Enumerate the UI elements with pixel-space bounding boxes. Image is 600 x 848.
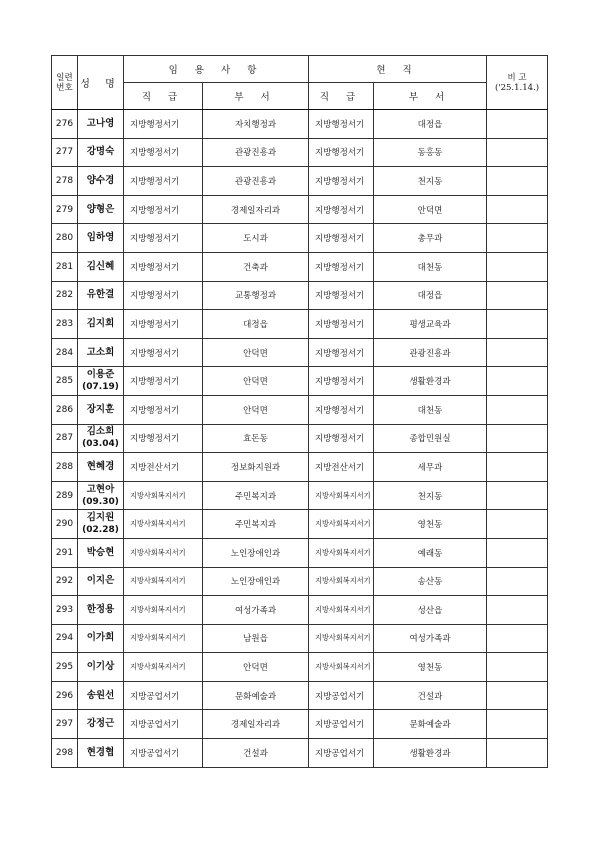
person-name-text: 송원선 — [86, 689, 115, 701]
person-name-text: 이가희 — [86, 632, 115, 644]
note-cell — [487, 252, 548, 281]
current-rank: 지방행정서기 — [309, 167, 374, 196]
current-dept: 송산동 — [374, 567, 487, 596]
note-cell — [487, 424, 548, 453]
appointment-rank: 지방전산서기 — [124, 453, 203, 482]
appointment-rank: 지방행정서기 — [124, 395, 203, 424]
appointment-dept: 효돈동 — [203, 424, 309, 453]
current-rank: 지방행정서기 — [309, 367, 374, 396]
person-name — [78, 310, 124, 339]
person-name — [78, 338, 124, 367]
current-rank-header: 직 급 — [309, 83, 374, 110]
current-rank: 지방사회복지서기 — [309, 481, 374, 510]
person-name-text: 박승현 — [86, 546, 115, 558]
person-name — [78, 252, 124, 281]
note-cell — [487, 167, 548, 196]
current-dept: 생활환경과 — [374, 367, 487, 396]
serial-number: 289 — [52, 481, 78, 510]
appointment-rank: 지방사회복지서기 — [124, 538, 203, 567]
person-name — [78, 481, 124, 510]
person-name-date: (07.19) — [82, 382, 119, 393]
current-dept: 총무과 — [374, 224, 487, 253]
person-name — [78, 367, 124, 396]
table-row — [52, 395, 548, 424]
table-row — [52, 224, 548, 253]
current-rank: 지방사회복지서기 — [309, 624, 374, 653]
person-name-text: 장지훈 — [86, 403, 115, 415]
person-name-text: 강명숙 — [86, 146, 115, 158]
appointment-rank: 지방행정서기 — [124, 224, 203, 253]
serial-number: 278 — [52, 167, 78, 196]
current-rank: 지방공업서기 — [309, 739, 374, 768]
appointment-rank: 지방공업서기 — [124, 681, 203, 710]
current-rank: 지방행정서기 — [309, 424, 374, 453]
table-row — [52, 710, 548, 739]
current-rank: 지방행정서기 — [309, 252, 374, 281]
current-rank: 지방행정서기 — [309, 338, 374, 367]
serial-number: 279 — [52, 195, 78, 224]
current-dept: 대천동 — [374, 252, 487, 281]
person-name-text: 고나영 — [86, 117, 115, 129]
appointment-dept: 자치행정과 — [203, 110, 309, 139]
current-rank: 지방행정서기 — [309, 281, 374, 310]
person-name — [78, 567, 124, 596]
appointment-dept: 교통행정과 — [203, 281, 309, 310]
current-dept: 동홍동 — [374, 138, 487, 167]
current-dept-header: 부 서 — [374, 83, 487, 110]
person-name-text: 현혜경 — [86, 460, 115, 472]
serial-number: 285 — [52, 367, 78, 396]
note-cell — [487, 710, 548, 739]
current-rank: 지방사회복지서기 — [309, 596, 374, 625]
appointment-dept: 대정읍 — [203, 310, 309, 339]
table-row — [52, 510, 548, 539]
serial-number: 290 — [52, 510, 78, 539]
serial-number: 281 — [52, 252, 78, 281]
note-cell — [487, 338, 548, 367]
appointment-dept: 건설과 — [203, 739, 309, 768]
current-position-group-header: 현 직 — [309, 56, 487, 83]
serial-number: 294 — [52, 624, 78, 653]
current-rank: 지방행정서기 — [309, 395, 374, 424]
person-name — [78, 596, 124, 625]
appointment-rank: 지방행정서기 — [124, 281, 203, 310]
note-cell — [487, 310, 548, 339]
table-row — [52, 739, 548, 768]
current-rank: 지방공업서기 — [309, 681, 374, 710]
note-cell — [487, 538, 548, 567]
person-name — [78, 710, 124, 739]
person-name — [78, 281, 124, 310]
appointment-dept: 남원읍 — [203, 624, 309, 653]
person-name-text: 강정근 — [86, 718, 115, 730]
current-dept: 여성가족과 — [374, 624, 487, 653]
note-cell — [487, 453, 548, 482]
note-cell — [487, 567, 548, 596]
appointment-dept: 경제일자리과 — [203, 710, 309, 739]
table-row — [52, 567, 548, 596]
table-row — [52, 138, 548, 167]
person-name — [78, 424, 124, 453]
serial-number: 295 — [52, 653, 78, 682]
person-name-text: 고현아 — [86, 483, 115, 495]
note-cell — [487, 110, 548, 139]
serial-number: 297 — [52, 710, 78, 739]
table-row — [52, 538, 548, 567]
note-header-date: ('25.1.14.) — [494, 82, 540, 93]
current-rank: 지방행정서기 — [309, 195, 374, 224]
person-name — [78, 224, 124, 253]
appointment-rank: 지방공업서기 — [124, 739, 203, 768]
appointment-dept: 주민복지과 — [203, 481, 309, 510]
current-dept: 안덕면 — [374, 195, 487, 224]
person-name — [78, 395, 124, 424]
appointment-rank: 지방사회복지서기 — [124, 567, 203, 596]
current-dept: 종합민원실 — [374, 424, 487, 453]
appointment-rank: 지방행정서기 — [124, 252, 203, 281]
appointment-rank: 지방사회복지서기 — [124, 596, 203, 625]
serial-number: 282 — [52, 281, 78, 310]
appointment-group-header: 임 용 사 항 — [124, 56, 309, 83]
current-dept: 대정읍 — [374, 110, 487, 139]
serial-number: 280 — [52, 224, 78, 253]
person-name-text: 양형은 — [86, 203, 115, 215]
current-dept: 대천동 — [374, 395, 487, 424]
person-name — [78, 538, 124, 567]
appointment-rank: 지방사회복지서기 — [124, 481, 203, 510]
appointment-dept: 관광진흥과 — [203, 167, 309, 196]
appointment-dept: 관광진흥과 — [203, 138, 309, 167]
note-cell — [487, 281, 548, 310]
person-name-text: 현경협 — [86, 746, 115, 758]
current-dept: 성산읍 — [374, 596, 487, 625]
appointment-rank: 지방사회복지서기 — [124, 624, 203, 653]
table-row — [52, 338, 548, 367]
serial-number: 293 — [52, 596, 78, 625]
note-cell — [487, 224, 548, 253]
appointment-dept: 안덕면 — [203, 395, 309, 424]
current-rank: 지방사회복지서기 — [309, 653, 374, 682]
appointment-rank: 지방행정서기 — [124, 138, 203, 167]
appointment-dept: 문화예술과 — [203, 681, 309, 710]
note-cell — [487, 367, 548, 396]
table-row — [52, 167, 548, 196]
table-row — [52, 653, 548, 682]
person-name-text: 한정용 — [86, 603, 115, 615]
serial-number: 292 — [52, 567, 78, 596]
serial-number-header-bottom: 번호 — [56, 82, 73, 93]
note-cell — [487, 624, 548, 653]
person-name-date: (09.30) — [82, 496, 119, 507]
person-name-text: 김지원 — [86, 512, 115, 524]
person-name-text: 김지희 — [86, 317, 115, 329]
current-dept: 대정읍 — [374, 281, 487, 310]
appointment-rank: 지방행정서기 — [124, 310, 203, 339]
serial-number-header-top: 일련 — [56, 72, 73, 83]
appointment-dept: 안덕면 — [203, 338, 309, 367]
serial-number: 287 — [52, 424, 78, 453]
person-name-text: 이기상 — [86, 661, 115, 673]
appointment-rank: 지방행정서기 — [124, 195, 203, 224]
current-dept: 관광진흥과 — [374, 338, 487, 367]
person-name-text: 고소희 — [86, 346, 115, 358]
appointment-dept: 주민복지과 — [203, 510, 309, 539]
person-name-date: (03.04) — [82, 439, 119, 450]
appointment-rank: 지방공업서기 — [124, 710, 203, 739]
person-name — [78, 167, 124, 196]
current-dept: 천지동 — [374, 167, 487, 196]
serial-number: 283 — [52, 310, 78, 339]
note-cell — [487, 596, 548, 625]
table-row — [52, 681, 548, 710]
appointment-dept: 노인장애인과 — [203, 567, 309, 596]
current-dept: 평생교육과 — [374, 310, 487, 339]
person-name — [78, 681, 124, 710]
table-row — [52, 596, 548, 625]
person-name-text: 이용준 — [86, 369, 115, 381]
appointment-dept: 안덕면 — [203, 653, 309, 682]
current-rank: 지방사회복지서기 — [309, 510, 374, 539]
serial-number: 288 — [52, 453, 78, 482]
serial-number-header — [52, 56, 78, 110]
person-name-text: 이지은 — [86, 575, 115, 587]
note-cell — [487, 138, 548, 167]
serial-number: 296 — [52, 681, 78, 710]
person-name — [78, 195, 124, 224]
appointment-dept: 안덕면 — [203, 367, 309, 396]
note-header — [487, 56, 548, 110]
person-name — [78, 453, 124, 482]
current-dept: 예래동 — [374, 538, 487, 567]
current-rank: 지방공업서기 — [309, 710, 374, 739]
current-rank: 지방행정서기 — [309, 110, 374, 139]
appointment-dept: 정보화지원과 — [203, 453, 309, 482]
current-dept: 문화예술과 — [374, 710, 487, 739]
current-dept: 영천동 — [374, 653, 487, 682]
appointment-rank: 지방행정서기 — [124, 110, 203, 139]
appointment-dept: 노인장애인과 — [203, 538, 309, 567]
personnel-table — [51, 55, 548, 768]
table-row — [52, 481, 548, 510]
note-cell — [487, 653, 548, 682]
appointment-dept-header: 부 서 — [203, 83, 309, 110]
current-rank: 지방행정서기 — [309, 138, 374, 167]
current-rank: 지방행정서기 — [309, 310, 374, 339]
serial-number: 277 — [52, 138, 78, 167]
table-row — [52, 367, 548, 396]
note-cell — [487, 681, 548, 710]
serial-number: 291 — [52, 538, 78, 567]
serial-number: 286 — [52, 395, 78, 424]
note-cell — [487, 195, 548, 224]
person-name-text: 김신혜 — [86, 260, 115, 272]
appointment-dept: 도시과 — [203, 224, 309, 253]
table-row — [52, 624, 548, 653]
table-row — [52, 252, 548, 281]
table-row — [52, 424, 548, 453]
appointment-dept: 경제일자리과 — [203, 195, 309, 224]
person-name — [78, 138, 124, 167]
table-row — [52, 110, 548, 139]
appointment-dept: 여성가족과 — [203, 596, 309, 625]
table-body — [52, 110, 548, 768]
current-dept: 생활환경과 — [374, 739, 487, 768]
current-rank: 지방전산서기 — [309, 453, 374, 482]
note-cell — [487, 510, 548, 539]
appointment-rank: 지방사회복지서기 — [124, 510, 203, 539]
current-dept: 세무과 — [374, 453, 487, 482]
appointment-rank: 지방행정서기 — [124, 367, 203, 396]
appointment-rank: 지방사회복지서기 — [124, 653, 203, 682]
table-row — [52, 310, 548, 339]
person-name — [78, 739, 124, 768]
person-name — [78, 653, 124, 682]
note-header-label: 비 고 — [507, 72, 527, 83]
note-cell — [487, 739, 548, 768]
table-row — [52, 281, 548, 310]
person-name — [78, 110, 124, 139]
person-name-date: (02.28) — [82, 525, 119, 536]
serial-number: 276 — [52, 110, 78, 139]
appointment-rank: 지방행정서기 — [124, 338, 203, 367]
table-row — [52, 453, 548, 482]
person-name — [78, 510, 124, 539]
current-rank: 지방사회복지서기 — [309, 538, 374, 567]
table-header — [52, 56, 548, 110]
person-name — [78, 624, 124, 653]
current-rank: 지방사회복지서기 — [309, 567, 374, 596]
table-row — [52, 195, 548, 224]
name-header: 성 명 — [78, 56, 124, 110]
appointment-rank: 지방행정서기 — [124, 424, 203, 453]
current-dept: 건설과 — [374, 681, 487, 710]
current-rank: 지방행정서기 — [309, 224, 374, 253]
current-dept: 천지동 — [374, 481, 487, 510]
person-name-text: 양수경 — [86, 174, 115, 186]
serial-number: 298 — [52, 739, 78, 768]
person-name-text: 임하영 — [86, 232, 115, 244]
appointment-rank: 지방행정서기 — [124, 167, 203, 196]
note-cell — [487, 395, 548, 424]
person-name-text: 김소희 — [86, 426, 115, 438]
person-name-text: 유한결 — [86, 289, 115, 301]
current-dept: 영천동 — [374, 510, 487, 539]
appointment-dept: 건축과 — [203, 252, 309, 281]
note-cell — [487, 481, 548, 510]
serial-number: 284 — [52, 338, 78, 367]
appointment-rank-header: 직 급 — [124, 83, 203, 110]
